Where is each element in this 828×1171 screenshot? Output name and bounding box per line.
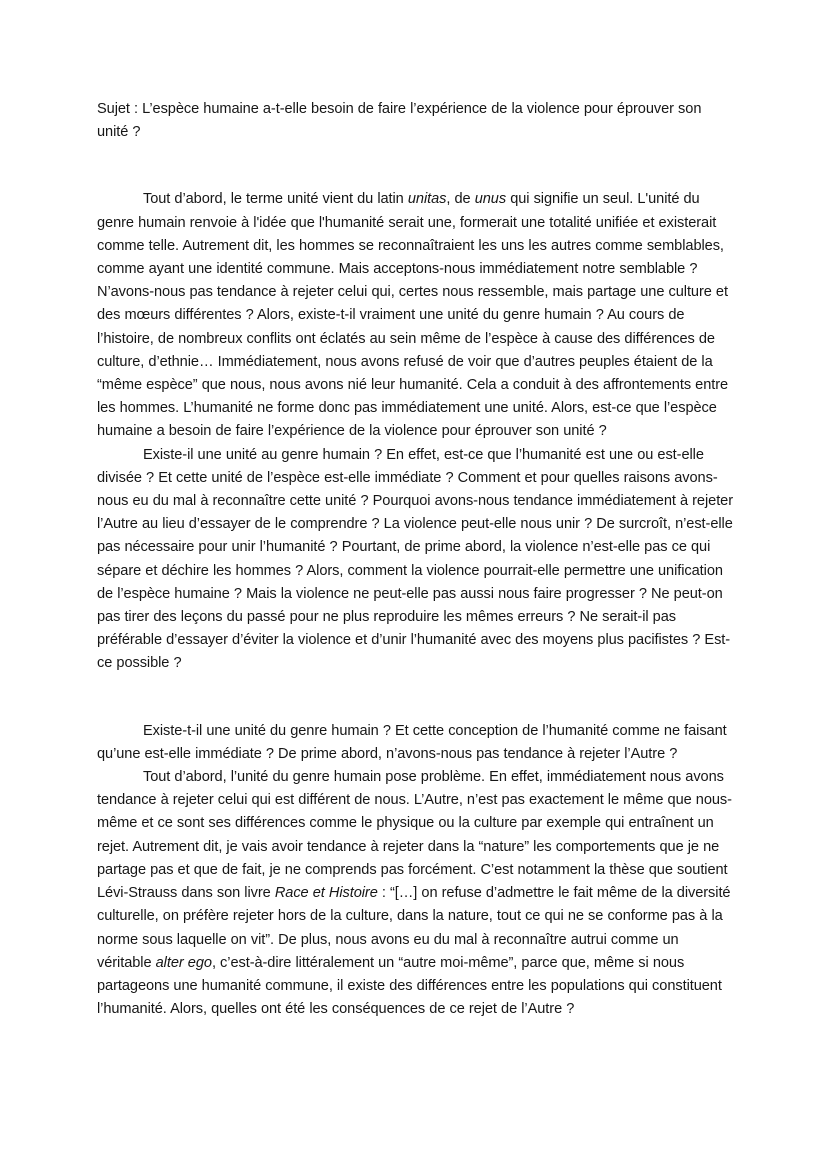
spacer-after-subject <box>97 144 734 188</box>
italic-run: alter ego <box>155 954 212 971</box>
essay-subject-line: Sujet : L’espèce humaine a-t-elle besoin de faire l’expérience de la violence pour éprouver son unité ? <box>97 101 702 141</box>
paragraph-definition: Tout d’abord, le terme unité vient du latin unitas, de unus qui signifie un seul. L'unité du genre humain renvoie à l'idée que l'humanité serait une, formerait une totalité unifiée et existerait comme telle. Autrement dit, les hommes se reconnaîtraient les uns les autres comme semblables, comme ayant une identité commune. Mais acceptons-nous immédiatement notre semblable ? N’avons-nous pas tendance à rejeter celui qui, certes nous ressemble, mais partage une culture et des mœurs différentes ? Alors, existe-t-il vraiment une unité du genre humain ? Au cours de l’histoire, de nombreux conflits ont éclatés au sein même de l’espèce à cause des différences de culture, d’ethnie… Immédiatement, nous avons refusé de voir que d’autres peuples étaient de la “même espèce” que nous, nous avons nié leur humanité. Cela a conduit à des affrontements entre les hommes. L’humanité ne forme donc pas immédiatement une unité. Alors, est-ce que l’espèce humaine a besoin de faire l’expérience de la violence pour éprouver son unité ? <box>97 191 729 440</box>
document-body <box>97 98 734 1021</box>
paragraph-levi-strauss: Tout d’abord, l’unité du genre humain pose problème. En effet, immédiatement nous avons tendance à rejeter celui qui est différent de nous. L’Autre, n’est pas exactement le même que nous-même et ce sont ses différences comme le physique ou la culture par exemple qui entraînent un rejet. Autrement dit, je vais avoir tendance à rejeter dans la “nature” les comportements que je ne partage pas et que de fait, je ne comprends pas forcément. C’est notamment la thèse que soutient Lévi-Strauss dans son livre Race et Histoire : “[…] on refuse d’admettre le fait même de la diversité culturelle, on préfère rejeter hors de la culture, dans la nature, tout ce qui ne se conforme pas à la norme sous laquelle on vit”. De plus, nous avons eu du mal à reconnaître autrui comme un véritable alter ego, c’est-à-dire littéralement un “autre moi-même”, parce que, même si nous partageons une humanité commune, il existe des différences entre les populations qui constituent l’humanité. Alors, quelles ont été les conséquences de ce rejet de l’Autre ? <box>97 769 732 1018</box>
paragraph-transition: Existe-t-il une unité du genre humain ? Et cette conception de l’humanité comme ne faisant qu’une est-elle immédiate ? De prime abord, n’avons-nous pas tendance à rejeter l’Autre ? <box>97 722 727 762</box>
paragraph-problematique: Existe-il une unité au genre humain ? En effet, est-ce que l’humanité est une ou est-elle divisée ? Et cette unité de l’espèce est-elle immédiate ? Comment et pour quelles raisons avons-nous eu du mal à reconnaître cette unité ? Pourquoi avons-nous tendance immédiatement à rejeter l’Autre au lieu d’essayer de le comprendre ? La violence peut-elle nous unir ? De surcroît, n’est-elle pas nécessaire pour unir l’humanité ? Pourtant, de prime abord, la violence n’est-elle pas ce qui sépare et déchire les hommes ? Alors, comment la violence pourrait-elle permettre une unification de l’espèce humaine ? Mais la violence ne peut-elle pas aussi nous faire progresser ? Ne peut-on pas tirer des leçons du passé pour ne plus reproduire les mêmes erreurs ? Ne serait-il pas préférable d’essayer d’éviter la violence et d’unir l’humanité avec des moyens plus pacifistes ? Est-ce possible ? <box>97 446 734 672</box>
italic-run: unus <box>474 191 507 208</box>
italic-run: unitas <box>407 191 447 208</box>
spacer-before-transition <box>97 676 734 720</box>
italic-run: Race et Histoire <box>274 885 378 902</box>
